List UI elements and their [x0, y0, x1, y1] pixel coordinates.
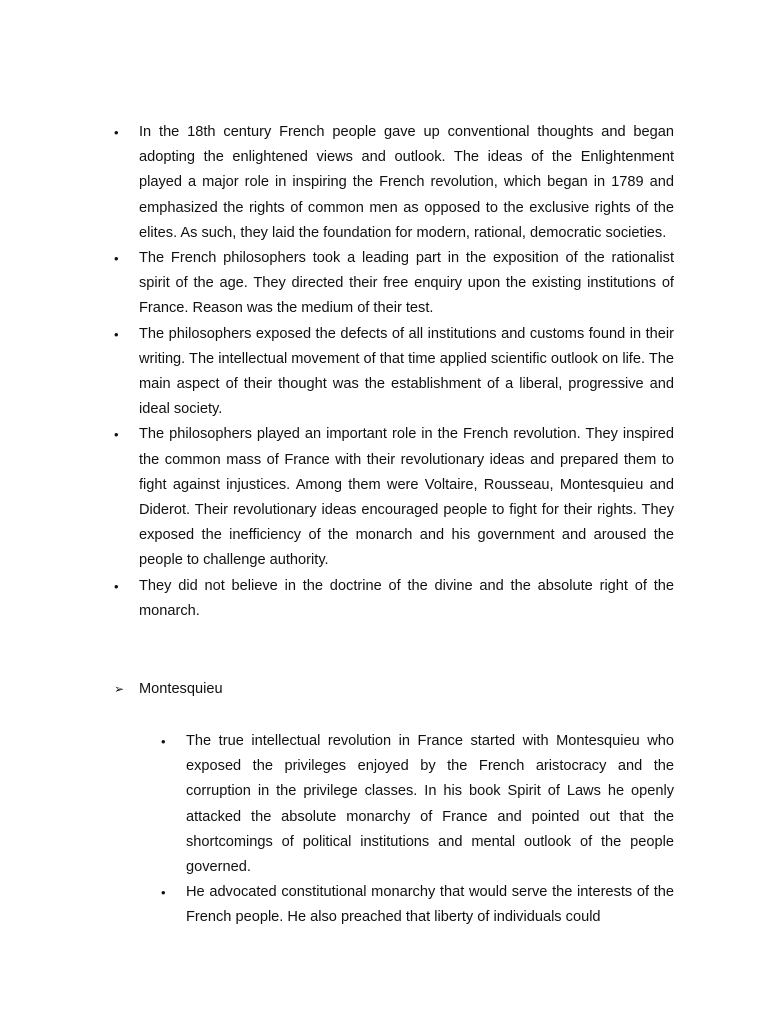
- bullet-text: The true intellectual revolution in France started with Montesquieu who exposed the privileges enjoyed by the French aristocracy and the corruption in the privilege classes. In his book Spirit of Laws he openly attacked the absolute monarchy of France and pointed out that the shortcomings of political institutions and mental outlook of the people governed.: [186, 733, 674, 876]
- main-bullet-list: [0, 120, 768, 624]
- list-item: [0, 322, 768, 423]
- bullet-icon: •: [114, 251, 119, 267]
- bullet-text: In the 18th century French people gave up conventional thoughts and began adopting the enlightened views and outlook. The ideas of the Enlightenment played a major role in inspiring the French revolution, which began in 1789 and emphasized the rights of common men as opposed to the exclusive rights of the elites. As such, they laid the foundation for modern, rational, democratic societies.: [139, 124, 674, 241]
- list-item: [0, 880, 768, 930]
- arrow-bullet-icon: ➢: [114, 682, 125, 696]
- section-heading-text: Montesquieu: [139, 681, 223, 697]
- bullet-icon: •: [161, 734, 166, 749]
- list-item: [0, 422, 768, 573]
- bullet-icon: •: [114, 427, 119, 443]
- list-item: [0, 120, 768, 246]
- bullet-icon: •: [114, 326, 119, 342]
- list-item: [0, 246, 768, 322]
- bullet-text: He advocated constitutional monarchy that would serve the interests of the French people. He also preached that liberty of individuals could: [186, 884, 674, 926]
- bullet-text: They did not believe in the doctrine of the divine and the absolute right of the monarch.: [139, 577, 674, 619]
- section-heading-montesquieu: [114, 677, 223, 702]
- bullet-text: The French philosophers took a leading part in the exposition of the rationalist spirit of the age. They directed their free enquiry upon the existing institutions of France. Reason was the medium of their test.: [139, 250, 674, 317]
- bullet-text: The philosophers exposed the defects of all institutions and customs found in their writing. The intellectual movement of that time applied scientific outlook on life. The main aspect of their thought was the establishment of a liberal, progressive and ideal society.: [139, 325, 674, 418]
- bullet-text: The philosophers played an important role in the French revolution. They inspired the common mass of France with their revolutionary ideas and prepared them to fight against injustices. Among them were Voltaire, Rousseau, Montesquieu and Diderot. Their revolutionary ideas encouraged people to fight for their rights. They exposed the inefficiency of the monarch and his government and aroused the people to challenge authority.: [139, 426, 674, 569]
- bullet-icon: •: [114, 578, 119, 594]
- bullet-icon: •: [114, 125, 119, 140]
- bullet-icon: •: [161, 885, 166, 901]
- list-item: [0, 729, 768, 880]
- list-item: [0, 574, 768, 624]
- sub-bullet-list: [0, 729, 768, 931]
